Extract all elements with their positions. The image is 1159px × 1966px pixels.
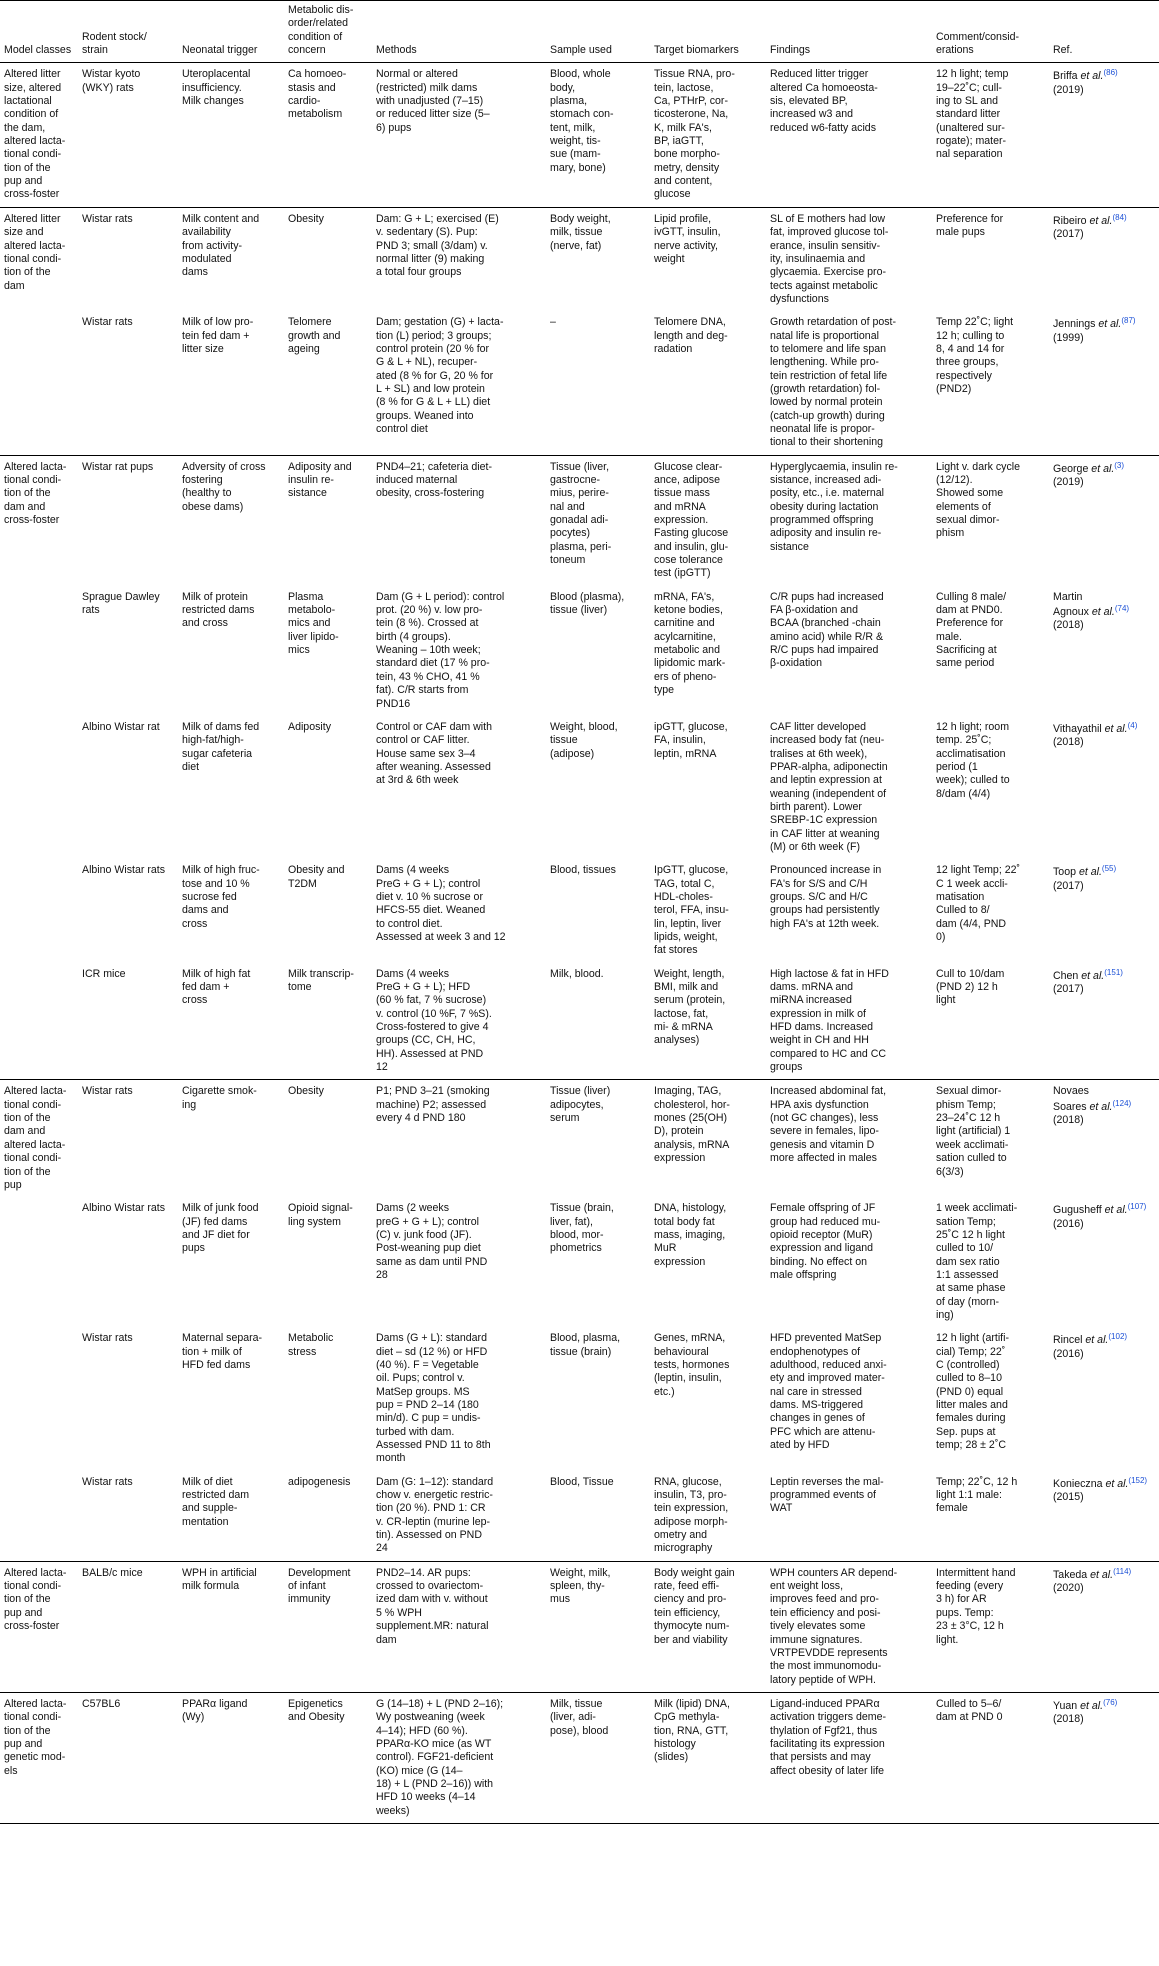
ref-citation-link[interactable]: (152) <box>1128 1475 1148 1485</box>
condition-cell: Milk transcrip- tome <box>288 967 354 994</box>
biomarkers-cell: Tissue RNA, pro- tein, lactose, Ca, PTHrP, cor- ticosterone, Na, K, milk FA's, BP, iaGTT, bone morpho- metry, density and content, glucose <box>650 63 766 207</box>
methods-cell: G (14–18) + L (PND 2–16); Wy postweaning (week 4–14); HFD (60 %). PPARα-KO mice (as WT control). FGF21-deficient (KO) mice (G (14– 18) + L (PND 2–16)) with HFD 10 weeks (4–14 weeks) <box>372 1692 546 1823</box>
sample-cell: Blood (plasma), tissue (liver) <box>550 590 625 617</box>
comment-cell: 12 light Temp; 22˚ C 1 week accli- matisation Culled to 8/ dam (4/4, PND 0) <box>936 864 1021 943</box>
reference-cell <box>1049 1327 1159 1470</box>
condition-cell: Ca homoeo- stasis and cardio- metabolism <box>284 63 372 207</box>
comment-cell: Temp; 22˚C, 12 h light 1:1 male: female <box>936 1475 1018 1515</box>
header-neonatal-trigger: Neonatal trigger <box>178 1 284 63</box>
model-class-cell: Altered lacta- tional condi- tion of the pup and cross-foster <box>0 1561 78 1692</box>
sample-cell: Blood, tissues <box>550 864 616 877</box>
comment-cell: Culled to 5–6/ dam at PND 0 <box>932 1692 1049 1823</box>
strain-cell: Wistar rats <box>78 1080 178 1197</box>
strain-cell: Wistar rats <box>78 207 178 311</box>
methods-cell: Dam (G: 1–12): standard chow v. energetic restric- tion (20 %). PND 1: CR v. CR-leptin (murine lep- tin). Assessed on PND 24 <box>376 1475 494 1555</box>
ref-citation-link[interactable]: (107) <box>1127 1202 1147 1212</box>
ref-year: (2018) <box>1053 736 1084 749</box>
table-row <box>0 963 1159 1080</box>
header-condition: Metabolic dis- order/related condition of concern <box>284 1 372 63</box>
ref-author: Rincel <box>1053 1334 1083 1347</box>
condition-cell: Telomere growth and ageing <box>288 316 341 355</box>
ref-author: Gugusheff <box>1053 1204 1102 1217</box>
ref-etal: et al. <box>1089 1100 1113 1113</box>
methods-cell: Dam; gestation (G) + lacta- tion (L) period; 3 groups; control protein (20 % for G & L + NL), recuper- ated (8 % for G, 20 % for L + SL) and low protein (8 % for G & L + LL) diet groups. Weaned into control diet <box>376 316 504 435</box>
model-class-cell <box>0 963 78 1080</box>
model-class-cell <box>0 1471 78 1562</box>
table-row <box>0 455 1159 586</box>
reference-cell <box>1049 963 1159 1080</box>
methods-cell: Dam (G + L period): control prot. (20 %) v. low pro- tein (8 %). Crossed at birth (4 groups). Weaning – 10th week; standard diet (17 % pro- tein, 43 % CHO, 41 % fat). C/R starts from PND16 <box>376 590 505 710</box>
biomarkers-cell: Milk (lipid) DNA, CpG methyla- tion, RNA, GTT, histology (slides) <box>650 1692 766 1823</box>
biomarkers-cell: mRNA, FA's, ketone bodies, carnitine and acylcarnitine, metabolic and lipidomic mark- ers of pheno- type <box>654 590 726 697</box>
ref-citation-link[interactable]: (55) <box>1101 864 1117 874</box>
biomarkers-cell: Imaging, TAG, cholesterol, hor- mones (25(OH) D), protein analysis, mRNA expression <box>650 1080 766 1197</box>
methods-cell: Normal or altered (restricted) milk dams with unadjusted (7–15) or reduced litter size (5– 6) pups <box>372 63 546 207</box>
methods-cell: PND2–14. AR pups: crossed to ovariectom- ized dam with v. without 5 % WPH supplement.MR: natural dam <box>372 1561 546 1692</box>
ref-citation-link[interactable]: (4) <box>1127 720 1138 730</box>
table-row <box>0 859 1159 962</box>
header-strain: Rodent stock/ strain <box>78 1 178 63</box>
header-model-classes: Model classes <box>0 1 78 63</box>
strain-cell: Wistar rats <box>82 1332 133 1345</box>
sample-cell: Blood, Tissue <box>550 1475 614 1488</box>
sample-cell: Weight, blood, tissue (adipose) <box>550 720 618 760</box>
biomarkers-cell: IpGTT, glucose, TAG, total C, HDL-choles- terol, FFA, insu- lin, leptin, liver lipids, weight, fat stores <box>654 864 729 957</box>
header-findings: Findings <box>766 1 932 63</box>
ref-author: Konieczna <box>1053 1477 1103 1490</box>
methods-cell: Dams (2 weeks preG + G + L); control (C) v. junk food (JF). Post-weaning pup diet same as dam until PND 28 <box>376 1202 488 1281</box>
ref-citation-link[interactable]: (151) <box>1104 967 1123 977</box>
comment-cell: 1 week acclimati- sation Temp; 25˚C 12 h light culled to 10/ dam sex ratio 1:1 assessed at same phase of day (morn- ing) <box>936 1202 1018 1321</box>
ref-citation-link[interactable]: (114) <box>1113 1566 1132 1576</box>
condition-cell: Metabolic stress <box>288 1332 334 1358</box>
strain-cell: Albino Wistar rats <box>82 1202 166 1215</box>
findings-cell: Pronounced increase in FA's for S/S and C/H groups. S/C and H/C groups had persistently high FA's at 12th week. <box>770 864 882 930</box>
model-class-cell <box>0 1327 78 1470</box>
ref-etal: et al. <box>1104 1204 1128 1217</box>
strain-cell: Wistar rats <box>82 316 133 329</box>
strain-cell: ICR mice <box>82 967 126 980</box>
comment-cell: Culling 8 male/ dam at PND0. Preference for male. Sacrificing at same period <box>936 590 1007 670</box>
ref-author: Ribeiro <box>1053 214 1087 227</box>
biomarkers-cell: Telomere DNA, length and deg- radation <box>654 316 728 355</box>
sample-cell: Milk, tissue (liver, adi- pose), blood <box>546 1692 650 1823</box>
reference-cell <box>1049 455 1159 586</box>
biomarkers-cell: DNA, histology, total body fat mass, imaging, MuR expression <box>654 1202 727 1268</box>
ref-citation-link[interactable]: (74) <box>1114 604 1130 614</box>
sample-cell: Blood, plasma, tissue (brain) <box>550 1332 621 1358</box>
methods-cell: Dams (G + L): standard diet – sd (12 %) or HFD (40 %). F = Vegetable oil. Pups; control v. MatSep groups. MS pup = PND 2–14 (180 min/d). C pup = undis- turbed with dam. Assessed PND 11 to 8th month <box>376 1332 491 1465</box>
ref-author: Chen <box>1053 969 1079 982</box>
ref-etal: et al. <box>1091 462 1115 475</box>
findings-cell: Growth retardation of post- natal life is proportional to telomere and life span lengthening. While pro- tein restriction of fetal life (growth retardation) fol- lowed by normal protein (catch-up growth) during neonatal life is propor- tional to their shortening <box>770 316 897 449</box>
ref-year: (2015) <box>1053 1491 1084 1504</box>
ref-author: Yuan <box>1053 1699 1078 1712</box>
findings-cell: C/R pups had increased FA β-oxidation and BCAA (branched -chain amino acid) while R/R & R/C pups had impaired β-oxidation <box>770 590 884 670</box>
reference-cell <box>1049 1561 1159 1692</box>
neonatal-trigger-cell: Adversity of cross fostering (healthy to obese dams) <box>178 455 284 586</box>
neonatal-trigger-cell: Milk content and availability from activity- modulated dams <box>178 207 284 311</box>
table-row <box>0 586 1159 716</box>
methods-cell: P1; PND 3–21 (smoking machine) P2; assessed every 4 d PND 180 <box>372 1080 546 1197</box>
sample-cell: Tissue (liver, gastrocne- mius, perire- nal and gonadal adi- pocytes) plasma, peri- toneum <box>546 455 650 586</box>
neonatal-trigger-cell: Cigarette smok- ing <box>178 1080 284 1197</box>
neonatal-trigger-cell: Milk of high fat fed dam + cross <box>182 967 251 1007</box>
table-row <box>0 1197 1159 1327</box>
model-class-cell <box>0 716 78 859</box>
neonatal-trigger-cell: Milk of high fruc- tose and 10 % sucrose fed dams and cross <box>182 864 260 930</box>
header-ref: Ref. <box>1049 1 1159 63</box>
ref-etal: et al. <box>1105 1477 1129 1490</box>
reference-cell <box>1049 63 1159 207</box>
neonatal-trigger-cell: PPARα ligand (Wy) <box>178 1692 284 1823</box>
ref-year: (2020) <box>1053 1582 1084 1595</box>
strain-cell: Albino Wistar rat <box>82 720 160 733</box>
findings-cell: Female offspring of JF group had reduced mu- opioid receptor (MuR) expression and ligand binding. No effect on male offspring <box>770 1202 881 1281</box>
biomarkers-cell: ipGTT, glucose, FA, insulin, leptin, mRNA <box>654 720 728 760</box>
condition-cell: Obesity <box>284 207 372 311</box>
condition-cell: Obesity and T2DM <box>288 864 345 890</box>
reference-cell <box>1049 716 1159 859</box>
comment-cell: Light v. dark cycle (12/12). Showed some elements of sexual dimor- phism <box>932 455 1049 586</box>
ref-year: (2018) <box>1053 1713 1084 1726</box>
table-row <box>0 63 1159 207</box>
sample-cell: Weight, milk, spleen, thy- mus <box>546 1561 650 1692</box>
ref-year: (2016) <box>1053 1347 1084 1360</box>
condition-cell: adipogenesis <box>288 1475 351 1488</box>
findings-cell: Hyperglycaemia, insulin re- sistance, increased adi- posity, etc., i.e. maternal obesity during lactation programmed offspring adiposity and insulin re- sistance <box>766 455 932 586</box>
biomarkers-cell: Weight, length, BMI, milk and serum (protein, lactose, fat, mi- & mRNA analyses) <box>654 967 726 1047</box>
methods-cell: Dams (4 weeks PreG + G + L); HFD (60 % fat, 7 % sucrose) v. control (10 %F, 7 %S). Cross-fostered to give 4 groups (CC, CH, HC, HH). Assessed at PND 12 <box>376 967 492 1074</box>
strain-cell: Wistar rat pups <box>78 455 178 586</box>
findings-cell: Reduced litter trigger altered Ca homoeosta- sis, elevated BP, increased w3 and reduced w6-fatty acids <box>766 63 932 207</box>
reference-cell <box>1049 1692 1159 1823</box>
sample-cell: – <box>550 316 556 329</box>
strain-cell: C57BL6 <box>78 1692 178 1823</box>
biomarkers-cell: Body weight gain rate, feed effi- ciency and pro- tein efficiency, thymocyte num- ber and viability <box>650 1561 766 1692</box>
header-methods: Methods <box>372 1 546 63</box>
model-class-cell: Altered lacta- tional condi- tion of the dam and altered lacta- tional condi- tion of the pup <box>0 1080 78 1197</box>
table-row <box>0 1327 1159 1470</box>
sample-cell: Tissue (brain, liver, fat), blood, mor- phometrics <box>550 1202 614 1255</box>
neonatal-trigger-cell: Milk of low pro- tein fed dam + litter size <box>182 316 254 355</box>
comment-cell: Cull to 10/dam (PND 2) 12 h light <box>936 967 1005 1007</box>
table-row <box>0 1080 1159 1197</box>
ref-etal: et al. <box>1090 1568 1114 1581</box>
comment-cell: 12 h light (artifi- cial) Temp; 22˚ C (controlled) culled to 8–10 (PND 0) equal litter males and females during Sep. pups at temp; 28 ± 2˚C <box>936 1332 1010 1452</box>
ref-citation-link[interactable]: (124) <box>1112 1098 1132 1108</box>
reference-cell <box>1049 859 1159 962</box>
model-class-cell <box>0 586 78 716</box>
ref-year: (1999) <box>1053 331 1084 344</box>
ref-year: (2019) <box>1053 83 1084 96</box>
model-class-cell: Altered litter size and altered lacta- tional condi- tion of the dam <box>0 207 78 311</box>
comment-cell: 12 h light; room temp. 25˚C; acclimatisation period (1 week); culled to 8/dam (4/4) <box>936 720 1010 800</box>
model-class-cell: Altered lacta- tional condi- tion of the dam and cross-foster <box>0 455 78 586</box>
ref-year: (2018) <box>1053 1114 1084 1127</box>
strain-cell: Wistar rats <box>82 1475 133 1488</box>
reference-cell <box>1049 311 1159 455</box>
header-biomarkers: Target biomarkers <box>650 1 766 63</box>
ref-year: (2016) <box>1053 1217 1084 1230</box>
comment-cell: 12 h light; temp 19–22˚C; cull- ing to SL and standard litter (unaltered sur- rogate); mater- nal separation <box>932 63 1049 207</box>
ref-citation-link[interactable]: (84) <box>1112 212 1127 222</box>
model-class-cell <box>0 1197 78 1327</box>
findings-cell: HFD prevented MatSep endophenotypes of adulthood, reduced anxi- ety and improved mater- nal care in stressed dams. MS-triggered changes in genes of PFC which are attenu- ated by HFD <box>770 1332 887 1452</box>
sample-cell: Blood, whole body, plasma, stomach con- tent, milk, weight, tis- sue (mam- mary, bone) <box>546 63 650 207</box>
ref-year: (2019) <box>1053 476 1084 488</box>
ref-etal: et al. <box>1089 214 1113 227</box>
ref-etal: et al. <box>1078 866 1102 879</box>
ref-author: Martin Agnoux <box>1053 590 1089 619</box>
table-row <box>0 1561 1159 1692</box>
neonatal-trigger-cell: Uteroplacental insufficiency. Milk changes <box>178 63 284 207</box>
condition-cell: Obesity <box>284 1080 372 1197</box>
ref-author: Novaes Soares <box>1053 1085 1089 1113</box>
ref-author: Toop <box>1053 866 1076 879</box>
ref-author: Briffa <box>1053 70 1078 83</box>
methods-cell: Control or CAF dam with control or CAF litter. House same sex 3–4 after weaning. Assessed at 3rd & 6th week <box>376 720 492 787</box>
ref-citation-link[interactable]: (86) <box>1103 68 1118 78</box>
findings-cell: SL of E mothers had low fat, improved glucose tol- erance, insulin sensitiv- ity, insulinaemia and glycaemia. Exercise pro- tects against metabolic dysfunctions <box>766 207 932 311</box>
ref-citation-link[interactable]: (3) <box>1114 460 1125 470</box>
table-row <box>0 1692 1159 1823</box>
strain-cell: Sprague Dawley rats <box>82 590 160 617</box>
condition-cell: Plasma metabolo- mics and liver lipido- mics <box>288 590 339 657</box>
table-row <box>0 311 1159 455</box>
ref-author: George <box>1053 462 1089 475</box>
ref-etal: et al. <box>1081 969 1105 982</box>
findings-cell: CAF litter developed increased body fat (neu- tralises at 6th week), PPAR-alpha, adiponectin and leptin expression at weaning (independent of birth parent). Lower SREBP-1C expression in CAF litter at weaning (M) or 6th week (F) <box>770 720 888 853</box>
biomarkers-cell: RNA, glucose, insulin, T3, pro- tein expression, adipose morph- ometry and micrography <box>654 1475 729 1555</box>
ref-citation-link[interactable]: (102) <box>1108 1332 1128 1342</box>
sample-cell: Milk, blood. <box>550 967 604 980</box>
findings-cell: High lactose & fat in HFD dams. mRNA and miRNA increased expression in milk of HFD dams. Increased weight in CH and HH compared to HC and CC groups <box>770 967 889 1074</box>
findings-cell: Leptin reverses the mal- programmed events of WAT <box>770 1475 884 1515</box>
methods-cell: PND4–21; cafeteria diet- induced maternal obesity, cross-fostering <box>372 455 546 586</box>
strain-cell: Albino Wistar rats <box>82 864 166 877</box>
ref-citation-link[interactable]: (76) <box>1103 1697 1118 1707</box>
biomarkers-cell: Genes, mRNA, behavioural tests, hormones (leptin, insulin, etc.) <box>654 1332 730 1398</box>
condition-cell: Epigenetics and Obesity <box>284 1692 372 1823</box>
neonatal-trigger-cell: Milk of dams fed high-fat/high- sugar cafeteria diet <box>182 720 260 773</box>
ref-citation-link[interactable]: (87) <box>1121 316 1136 326</box>
ref-etal: et al. <box>1091 606 1115 619</box>
reference-cell <box>1049 1197 1159 1327</box>
model-class-cell <box>0 859 78 962</box>
reference-cell <box>1049 207 1159 311</box>
biomarkers-cell: Lipid profile, ivGTT, insulin, nerve activity, weight <box>650 207 766 311</box>
condition-cell: Adiposity and insulin re- sistance <box>284 455 372 586</box>
ref-etal: et al. <box>1080 70 1104 83</box>
findings-cell: Increased abdominal fat, HPA axis dysfunction (not GC changes), less severe in females, lipo- genesis and vitamin D more affected in males <box>766 1080 932 1197</box>
model-class-cell: Altered litter size, altered lactational condition of the dam, altered lacta- tional condi- tion of the pup and cross-foster <box>0 63 78 207</box>
table-row <box>0 1471 1159 1562</box>
condition-cell: Development of infant immunity <box>284 1561 372 1692</box>
table-body <box>0 63 1159 1824</box>
table-row <box>0 716 1159 859</box>
sample-cell: Body weight, milk, tissue (nerve, fat) <box>546 207 650 311</box>
ref-author: Jennings <box>1053 318 1096 331</box>
neonatal-trigger-cell: Milk of protein restricted dams and cross <box>182 590 255 630</box>
ref-etal: et al. <box>1085 1334 1109 1347</box>
table-header-row <box>0 1 1159 63</box>
ref-year: (2017) <box>1053 228 1084 241</box>
ref-etal: et al. <box>1080 1699 1104 1712</box>
neonatal-trigger-cell: WPH in artificial milk formula <box>178 1561 284 1692</box>
ref-etal: et al. <box>1104 722 1128 735</box>
reference-cell <box>1049 586 1159 716</box>
comment-cell: Preference for male pups <box>932 207 1049 311</box>
neonatal-trigger-cell: Milk of diet restricted dam and supple- mentation <box>182 1475 250 1528</box>
findings-cell: WPH counters AR depend- ent weight loss, improves feed and pro- tein efficiency and posi- tively elevates some immune signatures. VRTPEVDDE represents the most immunomodu- latory peptide of WPH. <box>766 1561 932 1692</box>
comment-cell: Sexual dimor- phism Temp; 23–24˚C 12 h light (artificial) 1 week acclimati- sation culled to 6(3/3) <box>932 1080 1049 1197</box>
strain-cell: Wistar kyoto (WKY) rats <box>78 63 178 207</box>
biomarkers-cell: Glucose clear- ance, adipose tissue mass and mRNA expression. Fasting glucose and insulin, glu- cose tolerance test (ipGTT) <box>650 455 766 586</box>
ref-etal: et al. <box>1098 318 1122 331</box>
reference-cell <box>1049 1471 1159 1562</box>
findings-cell: Ligand-induced PPARα activation triggers deme- thylation of Fgf21, thus facilitating its expression that persists and may affect obesity of later life <box>766 1692 932 1823</box>
methods-cell: Dam: G + L; exercised (E) v. sedentary (S). Pup: PND 3; small (3/dam) v. normal litter (9) making a total four groups <box>372 207 546 311</box>
comment-cell: Temp 22˚C; light 12 h; culling to 8, 4 and 14 for three groups, respectively (PND2) <box>936 316 1014 395</box>
methods-cell: Dams (4 weeks PreG + G + L); control diet v. 10 % sucrose or HFCS-55 diet. Weaned to control diet. Assessed at week 3 and 12 <box>376 864 506 943</box>
ref-year: (2017) <box>1053 983 1084 996</box>
strain-cell: BALB/c mice <box>78 1561 178 1692</box>
header-sample: Sample used <box>546 1 650 63</box>
condition-cell: Opioid signal- ling system <box>288 1202 353 1228</box>
table-row <box>0 207 1159 311</box>
ref-author: Takeda <box>1053 1568 1088 1581</box>
ref-year: (2018) <box>1053 619 1084 632</box>
condition-cell: Adiposity <box>288 720 331 733</box>
neonatal-trigger-cell: Milk of junk food (JF) fed dams and JF diet for pups <box>182 1202 259 1255</box>
header-comment: Comment/consid- erations <box>932 1 1049 63</box>
neonatal-trigger-cell: Maternal separa- tion + milk of HFD fed dams <box>182 1332 263 1371</box>
sample-cell: Tissue (liver) adipocytes, serum <box>546 1080 650 1197</box>
model-class-cell <box>0 311 78 455</box>
model-class-cell: Altered lacta- tional condi- tion of the pup and genetic mod- els <box>0 1692 78 1823</box>
comment-cell: Intermittent hand feeding (every 3 h) for AR pups. Temp: 23 ± 3°C, 12 h light. <box>932 1561 1049 1692</box>
ref-year: (2017) <box>1053 879 1084 892</box>
reference-cell <box>1049 1080 1159 1197</box>
ref-author: Vithayathil <box>1053 722 1102 735</box>
